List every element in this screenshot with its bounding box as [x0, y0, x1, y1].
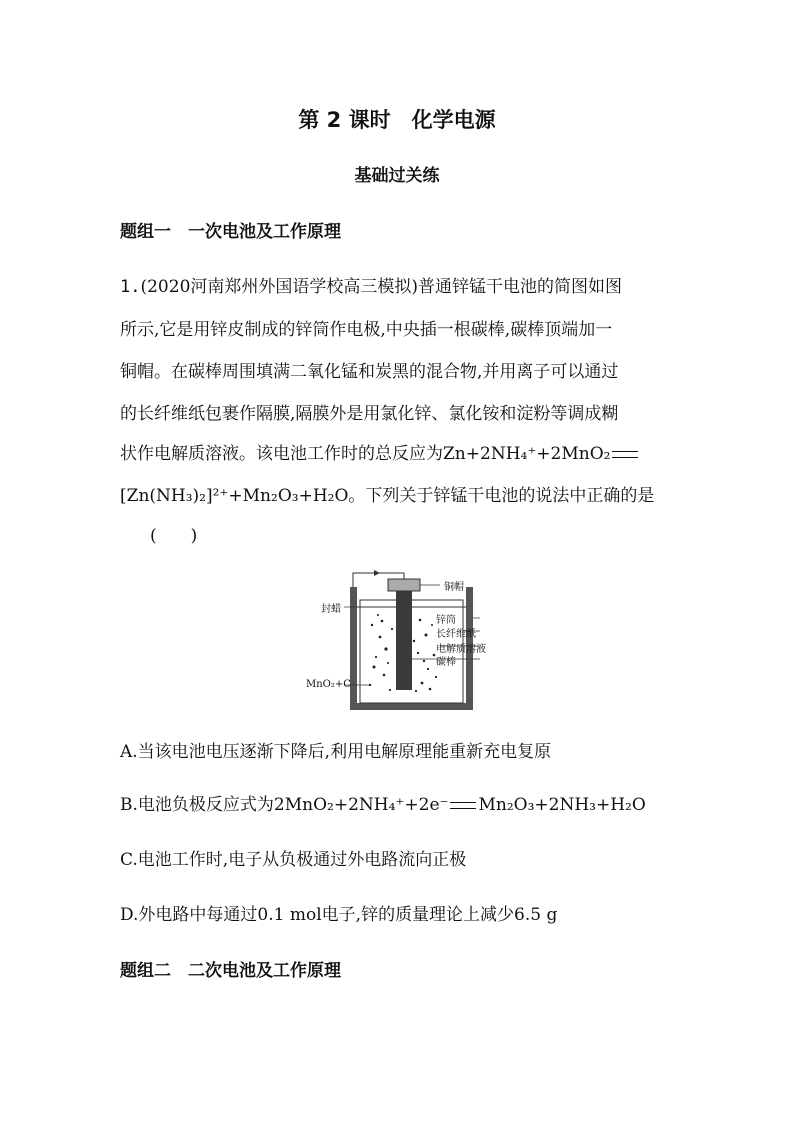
option-b-equation-right: Mn₂O₃+2NH₃+H₂O [478, 795, 646, 815]
question-1-line-2: 所示,它是用锌皮制成的锌筒作电极,中央插一根碳棒,碳棒顶端加一 [120, 320, 613, 340]
label-wax: 封蜡 [321, 604, 341, 615]
reaction-equation-left: Zn+2NH₄⁺+2MnO₂ [443, 444, 611, 464]
option-a: A.当该电池电压逐渐下降后,利用电解原理能重新充电复原 [120, 742, 552, 762]
question-1-line-4: 的长纤维纸包裹作隔膜,隔膜外是用氯化锌、氯化铵和淀粉等调成糊 [120, 404, 619, 424]
arrow-icon [374, 570, 380, 576]
question-source: (2020河南郑州外国语学校高三模拟) [140, 277, 419, 297]
question-text: 状作电解质溶液。该电池工作时的总反应为 [120, 444, 443, 464]
question-text: 下列关于锌锰干电池的说法中正确的是 [365, 486, 655, 506]
carbon-rod [396, 590, 412, 690]
label-carbon-rod: 碳棒 [436, 657, 456, 668]
question-number: 1. [120, 277, 141, 297]
group-heading-2: 题组二 二次电池及工作原理 [120, 961, 341, 981]
label-copper-cap: 铜帽 [444, 582, 464, 593]
copper-cap [388, 579, 420, 591]
equals-sign [450, 802, 476, 809]
question-1-line-3: 铜帽。在碳棒周围填满二氧化锰和炭黑的混合物,并用离子可以通过 [120, 362, 619, 382]
option-c: C.电池工作时,电子从负极通过外电路流向正极 [120, 850, 467, 870]
reaction-equation-right: [Zn(NH₃)₂]²⁺+Mn₂O₃+H₂O。 [120, 486, 366, 506]
zinc-can-bottom [350, 703, 473, 710]
page-title: 第 2 课时 化学电源 [298, 108, 496, 132]
option-d: D.外电路中每通过0.1 mol电子,锌的质量理论上减少6.5 g [120, 905, 558, 925]
option-b-text: B.电池负极反应式为 [120, 795, 274, 815]
section-subtitle: 基础过关练 [354, 166, 440, 186]
label-mno2-c: MnO₂+C [306, 679, 351, 690]
question-1-line-1 [120, 272, 622, 297]
option-b [120, 790, 646, 815]
equals-sign [612, 451, 638, 458]
question-1-line-5 [120, 439, 640, 464]
label-zinc-can: 锌筒 [436, 615, 456, 626]
label-fiber-paper: 长纤维纸 [436, 629, 476, 640]
answer-blank: ( ) [150, 526, 198, 546]
label-electrolyte: 电解质溶液 [436, 644, 486, 655]
question-1-line-6 [120, 481, 654, 506]
option-b-equation-left: 2MnO₂+2NH₄⁺+2e⁻ [273, 795, 449, 815]
question-text: 普通锌锰干电池的简图如图 [418, 277, 623, 297]
group-heading-1: 题组一 一次电池及工作原理 [120, 222, 341, 242]
zinc-can-left [350, 587, 357, 707]
